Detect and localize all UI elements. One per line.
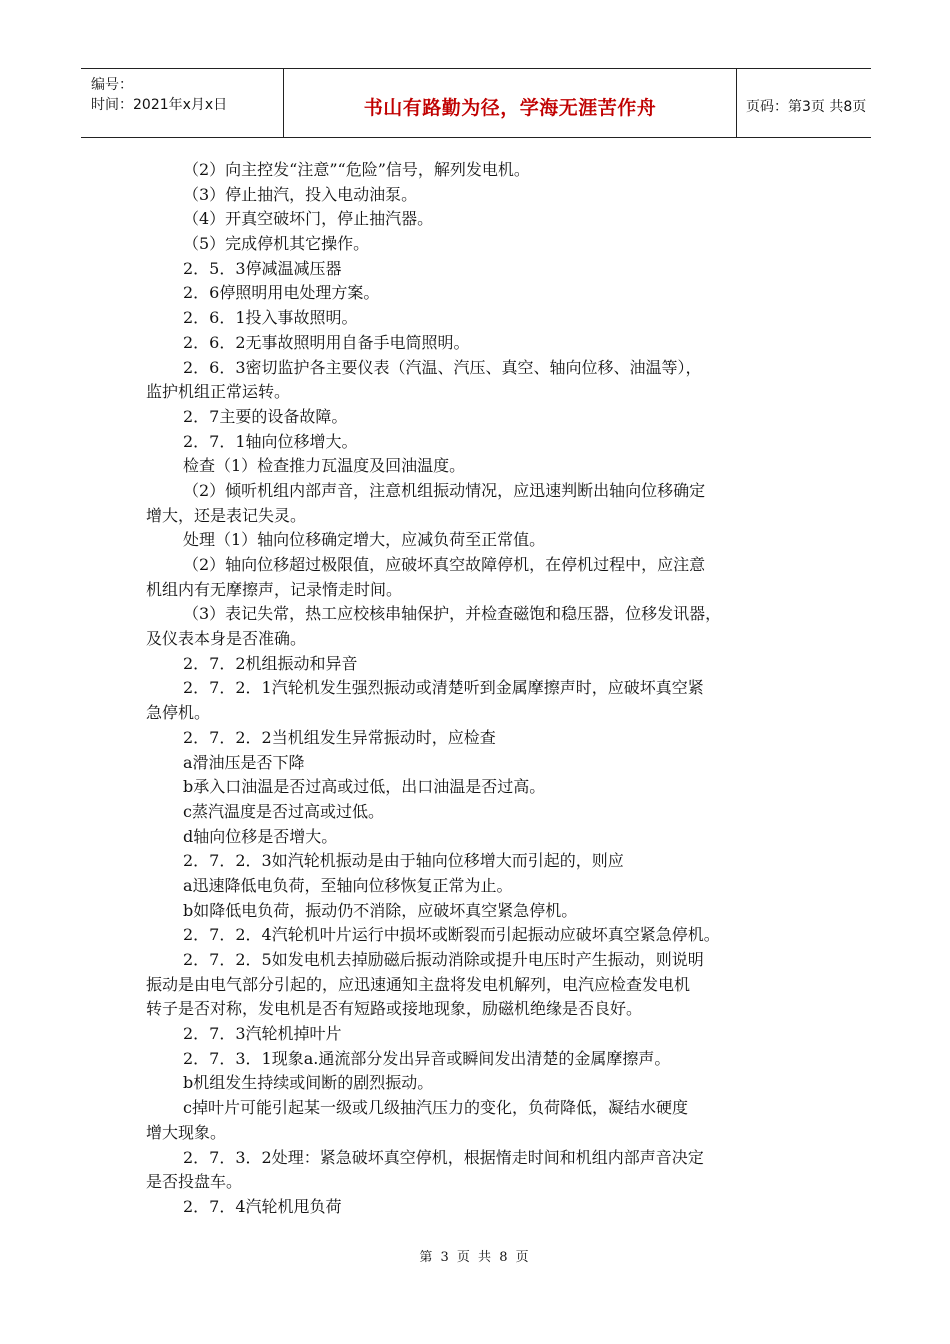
text-line: 处理（1）轴向位移确定增大，应减负荷至正常值。 <box>183 530 546 550</box>
text-line: （4）开真空破坏门，停止抽汽器。 <box>183 209 434 229</box>
text-line: a滑油压是否下降 <box>183 752 305 772</box>
header-meta-cell <box>81 69 283 137</box>
text-line: 2．7．2．4汽轮机叶片运行中损坏或断裂而引起振动应破坏真空紧急停机。 <box>183 925 720 945</box>
page-footer: 第 3 页 共 8 页 <box>419 1250 531 1265</box>
header-table <box>81 68 871 138</box>
text-line: （3）停止抽汽，投入电动油泵。 <box>183 184 418 204</box>
text-line: 2．7．2．2当机组发生异常振动时，应检查 <box>183 727 496 747</box>
page-number: 页码：第3页 共8页 <box>746 99 867 115</box>
document-number: 编号： <box>91 77 133 93</box>
header-motto-cell <box>283 69 737 137</box>
header-page-cell <box>736 69 871 137</box>
text-line: （2）倾听机组内部声音，注意机组振动情况，应迅速判断出轴向位移确定 <box>183 480 706 500</box>
text-line: 2．6．1投入事故照明。 <box>183 308 358 328</box>
text-line: 2．7．4汽轮机甩负荷 <box>183 1196 342 1216</box>
text-line: 2．7．2．1汽轮机发生强烈振动或清楚听到金属摩擦声时，应破坏真空紧 <box>183 678 704 698</box>
text-line: 机组内有无摩擦声，记录惰走时间。 <box>146 579 403 599</box>
text-line: （2）向主控发“注意”“危险”信号，解列发电机。 <box>183 160 530 179</box>
text-line: 及仪表本身是否准确。 <box>146 629 307 649</box>
text-line: （5）完成停机其它操作。 <box>183 234 370 254</box>
text-line: c蒸汽温度是否过高或过低。 <box>183 801 384 821</box>
text-line: 2．5．3停减温减压器 <box>183 258 342 278</box>
text-line: 2．6．2无事故照明用自备手电筒照明。 <box>183 332 470 352</box>
text-line: b机组发生持续或间断的剧烈振动。 <box>183 1073 434 1093</box>
text-line: 增大现象。 <box>146 1122 227 1142</box>
text-line: 2．7．3汽轮机掉叶片 <box>183 1024 342 1044</box>
text-line: 监护机组正常运转。 <box>146 382 291 402</box>
text-line: （2）轴向位移超过极限值，应破坏真空故障停机，在停机过程中，应注意 <box>183 555 706 574</box>
text-line: 2．7．1轴向位移增大。 <box>183 431 358 451</box>
text-line: a迅速降低电负荷，至轴向位移恢复正常为止。 <box>183 875 513 895</box>
text-line: 2．7主要的设备故障。 <box>183 406 348 426</box>
text-line: 2．7．2机组振动和异音 <box>183 653 358 673</box>
text-line: 增大，还是表记失灵。 <box>146 505 307 525</box>
document-date: 时间：2021年x月x日 <box>91 97 228 113</box>
text-line: 2．7．3．1现象a.通流部分发出异音或瞬间发出清楚的金属摩擦声。 <box>183 1048 671 1068</box>
text-line: d轴向位移是否增大。 <box>183 826 338 846</box>
text-line: b承入口油温是否过高或过低，出口油温是否过高。 <box>183 777 546 797</box>
text-line: 2．7．3．2处理：紧急破坏真空停机，根据惰走时间和机组内部声音决定 <box>183 1147 704 1167</box>
text-line: 转子是否对称，发电机是否有短路或接地现象，励磁机绝缘是否良好。 <box>146 999 643 1019</box>
text-line: 是否投盘车。 <box>146 1172 243 1192</box>
text-line: 2．7．2．5如发电机去掉励磁后振动消除或提升电压时产生振动，则说明 <box>183 950 704 969</box>
text-line: 2．7．2．3如汽轮机振动是由于轴向位移增大而引起的，则应 <box>183 851 624 871</box>
text-line: 急停机。 <box>146 703 211 723</box>
text-line: c掉叶片可能引起某一级或几级抽汽压力的变化，负荷降低，凝结水硬度 <box>183 1098 688 1118</box>
document-body <box>146 158 826 1220</box>
text-line: 振动是由电气部分引起的，应迅速通知主盘将发电机解列，电汽应检查发电机 <box>146 974 691 994</box>
motto: 书山有路勤为径，学海无涯苦作舟 <box>363 97 657 119</box>
text-line: 检查（1）检查推力瓦温度及回油温度。 <box>183 456 466 476</box>
text-line: 2．6．3密切监护各主要仪表（汽温、汽压、真空、轴向位移、油温等）， <box>183 357 702 377</box>
text-line: b如降低电负荷，振动仍不消除，应破坏真空紧急停机。 <box>183 900 578 920</box>
text-line: 2．6停照明用电处理方案。 <box>183 283 380 303</box>
text-line: （3）表记失常，热工应校核串轴保护，并检查磁饱和稳压器，位移发讯器， <box>183 604 722 624</box>
